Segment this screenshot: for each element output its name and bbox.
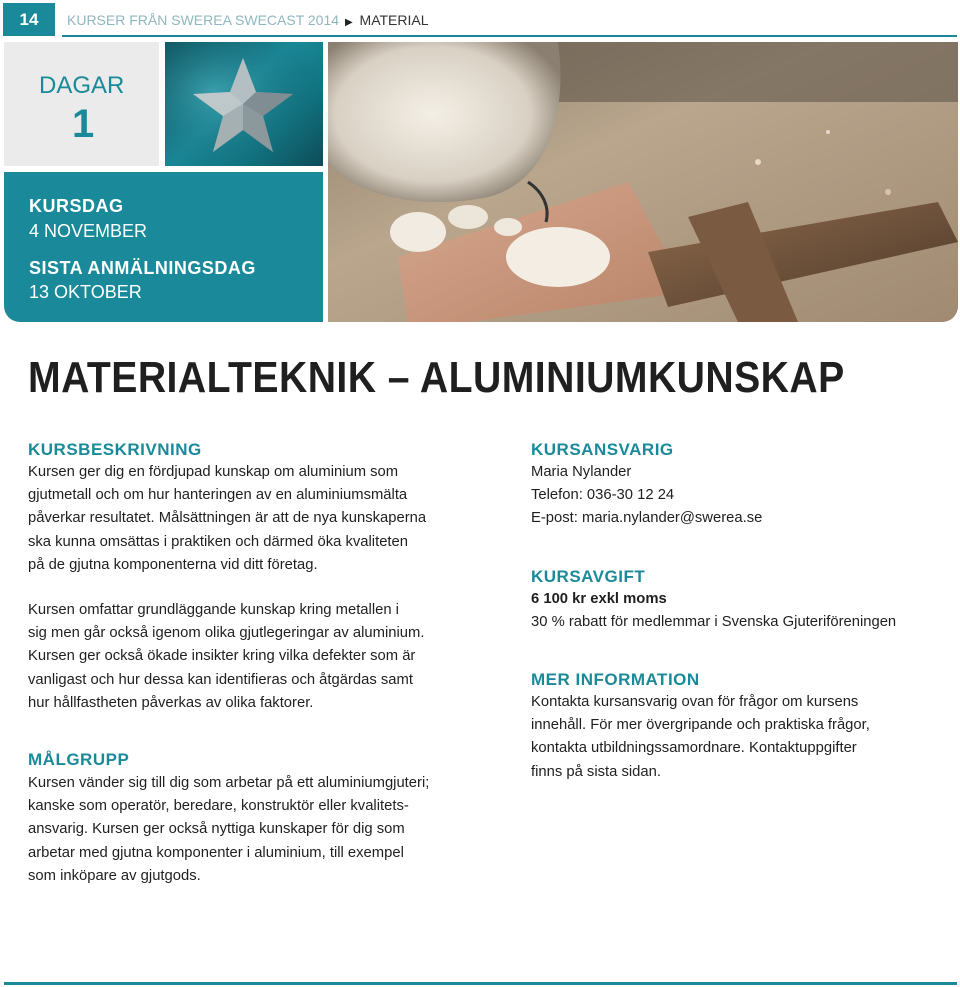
text-line: som inköpare av gjutgods. xyxy=(28,867,201,884)
header-breadcrumb xyxy=(67,12,429,28)
description-paragraph-2 xyxy=(28,599,424,715)
triangle-right-icon: ▶ xyxy=(344,17,353,28)
text-line: ska kunna omsättas i praktiken och därmed öka kvaliteten xyxy=(28,533,408,550)
text-line: Kursen omfattar grundläggande kunskap kring metallen i xyxy=(28,602,399,618)
responsible-info xyxy=(531,461,762,531)
course-day-value: 4 NOVEMBER xyxy=(29,221,148,241)
text-line: Kursen vänder sig till dig som arbetar på ett aluminiumgjuteri; xyxy=(28,775,430,791)
text-line: kanske som operatör, beredare, konstruktör eller kvalitets- xyxy=(28,798,409,815)
course-title: MATERIALTEKNIK – ALUMINIUMKUNSKAP xyxy=(28,353,845,402)
days-label: DAGAR xyxy=(39,72,125,99)
page-header xyxy=(0,0,960,42)
text-line: vanligast och hur dessa kan identifieras och åtgärdas samt xyxy=(28,671,413,688)
casting-photo xyxy=(328,42,958,322)
series-label: KURSER FRÅN SWEREA SWECAST 2014 xyxy=(67,12,340,28)
fee-info xyxy=(531,588,896,634)
text-line: Kursen ger dig en fördjupad kunskap om aluminium som xyxy=(28,464,399,480)
fee-discount: 30 % rabatt för medlemmar i Svenska Gjuteriföreningen xyxy=(531,614,897,631)
audience-text xyxy=(28,772,429,888)
days-box xyxy=(4,42,159,166)
text-line: finns på sista sidan. xyxy=(531,763,661,780)
text-line: Kontakta kursansvarig ovan för frågor om kursens xyxy=(531,694,859,710)
text-line: kontakta utbildningssamordnare. Kontaktuppgifter xyxy=(531,740,857,757)
text-line: arbetar med gjutna komponenter i aluminium, till exempel xyxy=(28,844,404,861)
text-line: Kursen ger också ökade insikter kring vilka defekter som är xyxy=(28,648,416,665)
text-line: på de gjutna komponenterna vid ditt företag. xyxy=(28,556,318,573)
course-day-label: KURSDAG xyxy=(29,196,124,216)
description-heading: KURSBESKRIVNING xyxy=(28,440,202,459)
text-line: påverkar resultatet. Målsättningen är att de nya kunskaperna xyxy=(28,510,427,527)
more-info-heading: MER INFORMATION xyxy=(531,670,700,689)
more-info-text xyxy=(531,691,870,784)
responsible-email: E-post: maria.nylander@swerea.se xyxy=(531,510,763,527)
description-paragraph-1 xyxy=(28,461,426,577)
responsible-heading: KURSANSVARIG xyxy=(531,440,674,459)
star-photo xyxy=(165,42,323,166)
section-label: MATERIAL xyxy=(359,12,429,28)
text-line: hur hållfastheten påverkas av olika faktorer. xyxy=(28,694,314,711)
text-line: sig men går också igenom olika gjutlegeringar av aluminium. xyxy=(28,625,425,642)
page-number: 14 xyxy=(3,3,55,36)
text-line: ansvarig. Kursen ger också nyttiga kunskaper för dig som xyxy=(28,821,405,838)
header-divider xyxy=(62,35,957,37)
text-line: innehåll. För mer övergripande och praktiska frågor, xyxy=(531,717,870,734)
casting-illustration xyxy=(328,42,958,322)
fee-price: 6 100 kr exkl moms xyxy=(531,591,667,607)
deadline-value: 13 OKTOBER xyxy=(29,282,142,302)
footer-divider xyxy=(4,982,957,985)
responsible-phone: Telefon: 036-30 12 24 xyxy=(531,487,675,504)
fee-heading: KURSAVGIFT xyxy=(531,567,646,586)
star-icon xyxy=(165,42,323,166)
deadline-label: SISTA ANMÄLNINGSDAG xyxy=(29,258,256,278)
audience-heading: MÅLGRUPP xyxy=(28,750,130,769)
responsible-name: Maria Nylander xyxy=(531,464,632,480)
dates-box xyxy=(4,172,323,322)
days-count: 1 xyxy=(72,102,95,146)
text-line: gjutmetall och om hur hanteringen av en aluminiumsmälta xyxy=(28,487,408,504)
